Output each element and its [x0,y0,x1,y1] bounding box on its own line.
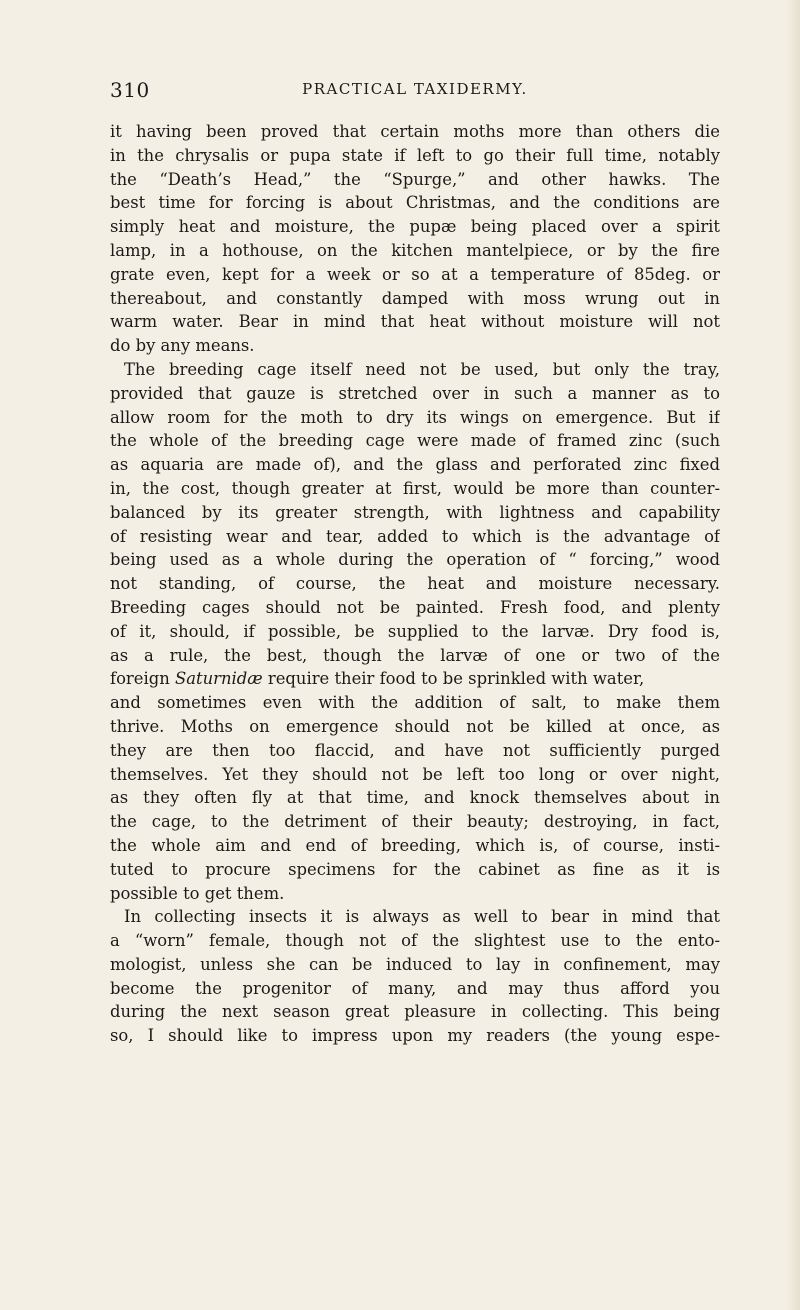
text-line: lamp, in a hothouse, on the kitchen mantelpiece, or by the fire [110,240,720,260]
text-line: it having been proved that certain moths more than others die [110,122,720,141]
text-run: foreign [110,669,175,689]
text-line: Breeding cages should not be painted. Fresh food, and plenty [110,597,720,617]
text-line: best time for forcing is about Christmas, and the conditions are [110,193,720,213]
paragraph-end-line: possible to get them. [110,883,285,903]
text-line: as aquaria are made of), and the glass and perforated zinc fixed [110,455,720,475]
text-line: the whole aim and end of breeding, which is, of course, insti- [110,835,720,855]
text-line: not standing, of course, the heat and moisture necessary. [110,574,720,594]
text-line: they are then too flaccid, and have not sufficiently purged [110,740,720,760]
text-line: the “Death’s Head,” the “Spurge,” and other hawks. The [110,169,720,189]
text-line: and sometimes even with the addition of salt, to make them [110,693,720,713]
text-line: of resisting wear and tear, added to which is the advantage of [110,526,720,546]
running-title: PRACTICAL TAXIDERMY. [302,80,528,98]
text-line: thrive. Moths on emergence should not be killed at once, as [110,716,720,736]
text-line: provided that gauze is stretched over in such a manner as to [110,383,720,403]
text-line: the whole of the breeding cage were made of framed zinc (such [110,431,720,451]
text-line: balanced by its greater strength, with lightness and capability [110,502,720,522]
text-line: so, I should like to impress upon my readers (the young espe- [110,1026,720,1046]
text-line: grate even, kept for a week or so at a temperature of 85deg. or [110,264,720,284]
paragraph-end-line: do by any means. [110,336,255,356]
text-line: of it, should, if possible, be supplied to the larvæ. Dry food is, [110,621,720,641]
text-line: in the chrysalis or pupa state if left to go their full time, notably [110,145,720,165]
text-line: simply heat and moisture, the pupæ being placed over a spirit [110,217,720,237]
text-line: warm water. Bear in mind that heat without moisture will not [110,312,720,332]
text-line: mologist, unless she can be induced to lay in confinement, may [110,954,720,974]
text-line: become the progenitor of many, and may thus afford you [110,978,720,998]
text-line: as they often fly at that time, and knock themselves about in [110,788,720,808]
text-line-with-italic [110,667,720,691]
body-text [110,120,720,1048]
page-header [110,78,720,104]
text-line: the cage, to the detriment of their beauty; destroying, in fact, [110,812,720,832]
text-line: during the next season great pleasure in collecting. This being [110,1002,720,1022]
text-line: a “worn” female, though not of the slightest use to the ento- [110,931,720,951]
paragraph-start-line: In collecting insects it is always as well to bear in mind that [124,907,720,927]
page-number: 310 [110,78,150,102]
text-line: allow room for the moth to dry its wings on emergence. But if [110,407,720,427]
italic-term: Saturnidæ [174,669,263,689]
paragraph-start-line: The breeding cage itself need not be used, but only the tray, [124,359,720,379]
text-line: in, the cost, though greater at first, would be more than counter- [110,478,720,498]
page-edge-shading [786,0,800,1310]
text-line: being used as a whole during the operation of “ forcing,” wood [110,550,720,570]
text-line: as a rule, the best, though the larvæ of one or two of the [110,645,720,665]
text-line: tuted to procure specimens for the cabinet as fine as it is [110,859,720,879]
text-line: thereabout, and constantly damped with moss wrung out in [110,288,720,308]
text-run: require their food to be sprinkled with water, [262,669,645,689]
text-line: themselves. Yet they should not be left too long or over night, [110,764,720,784]
